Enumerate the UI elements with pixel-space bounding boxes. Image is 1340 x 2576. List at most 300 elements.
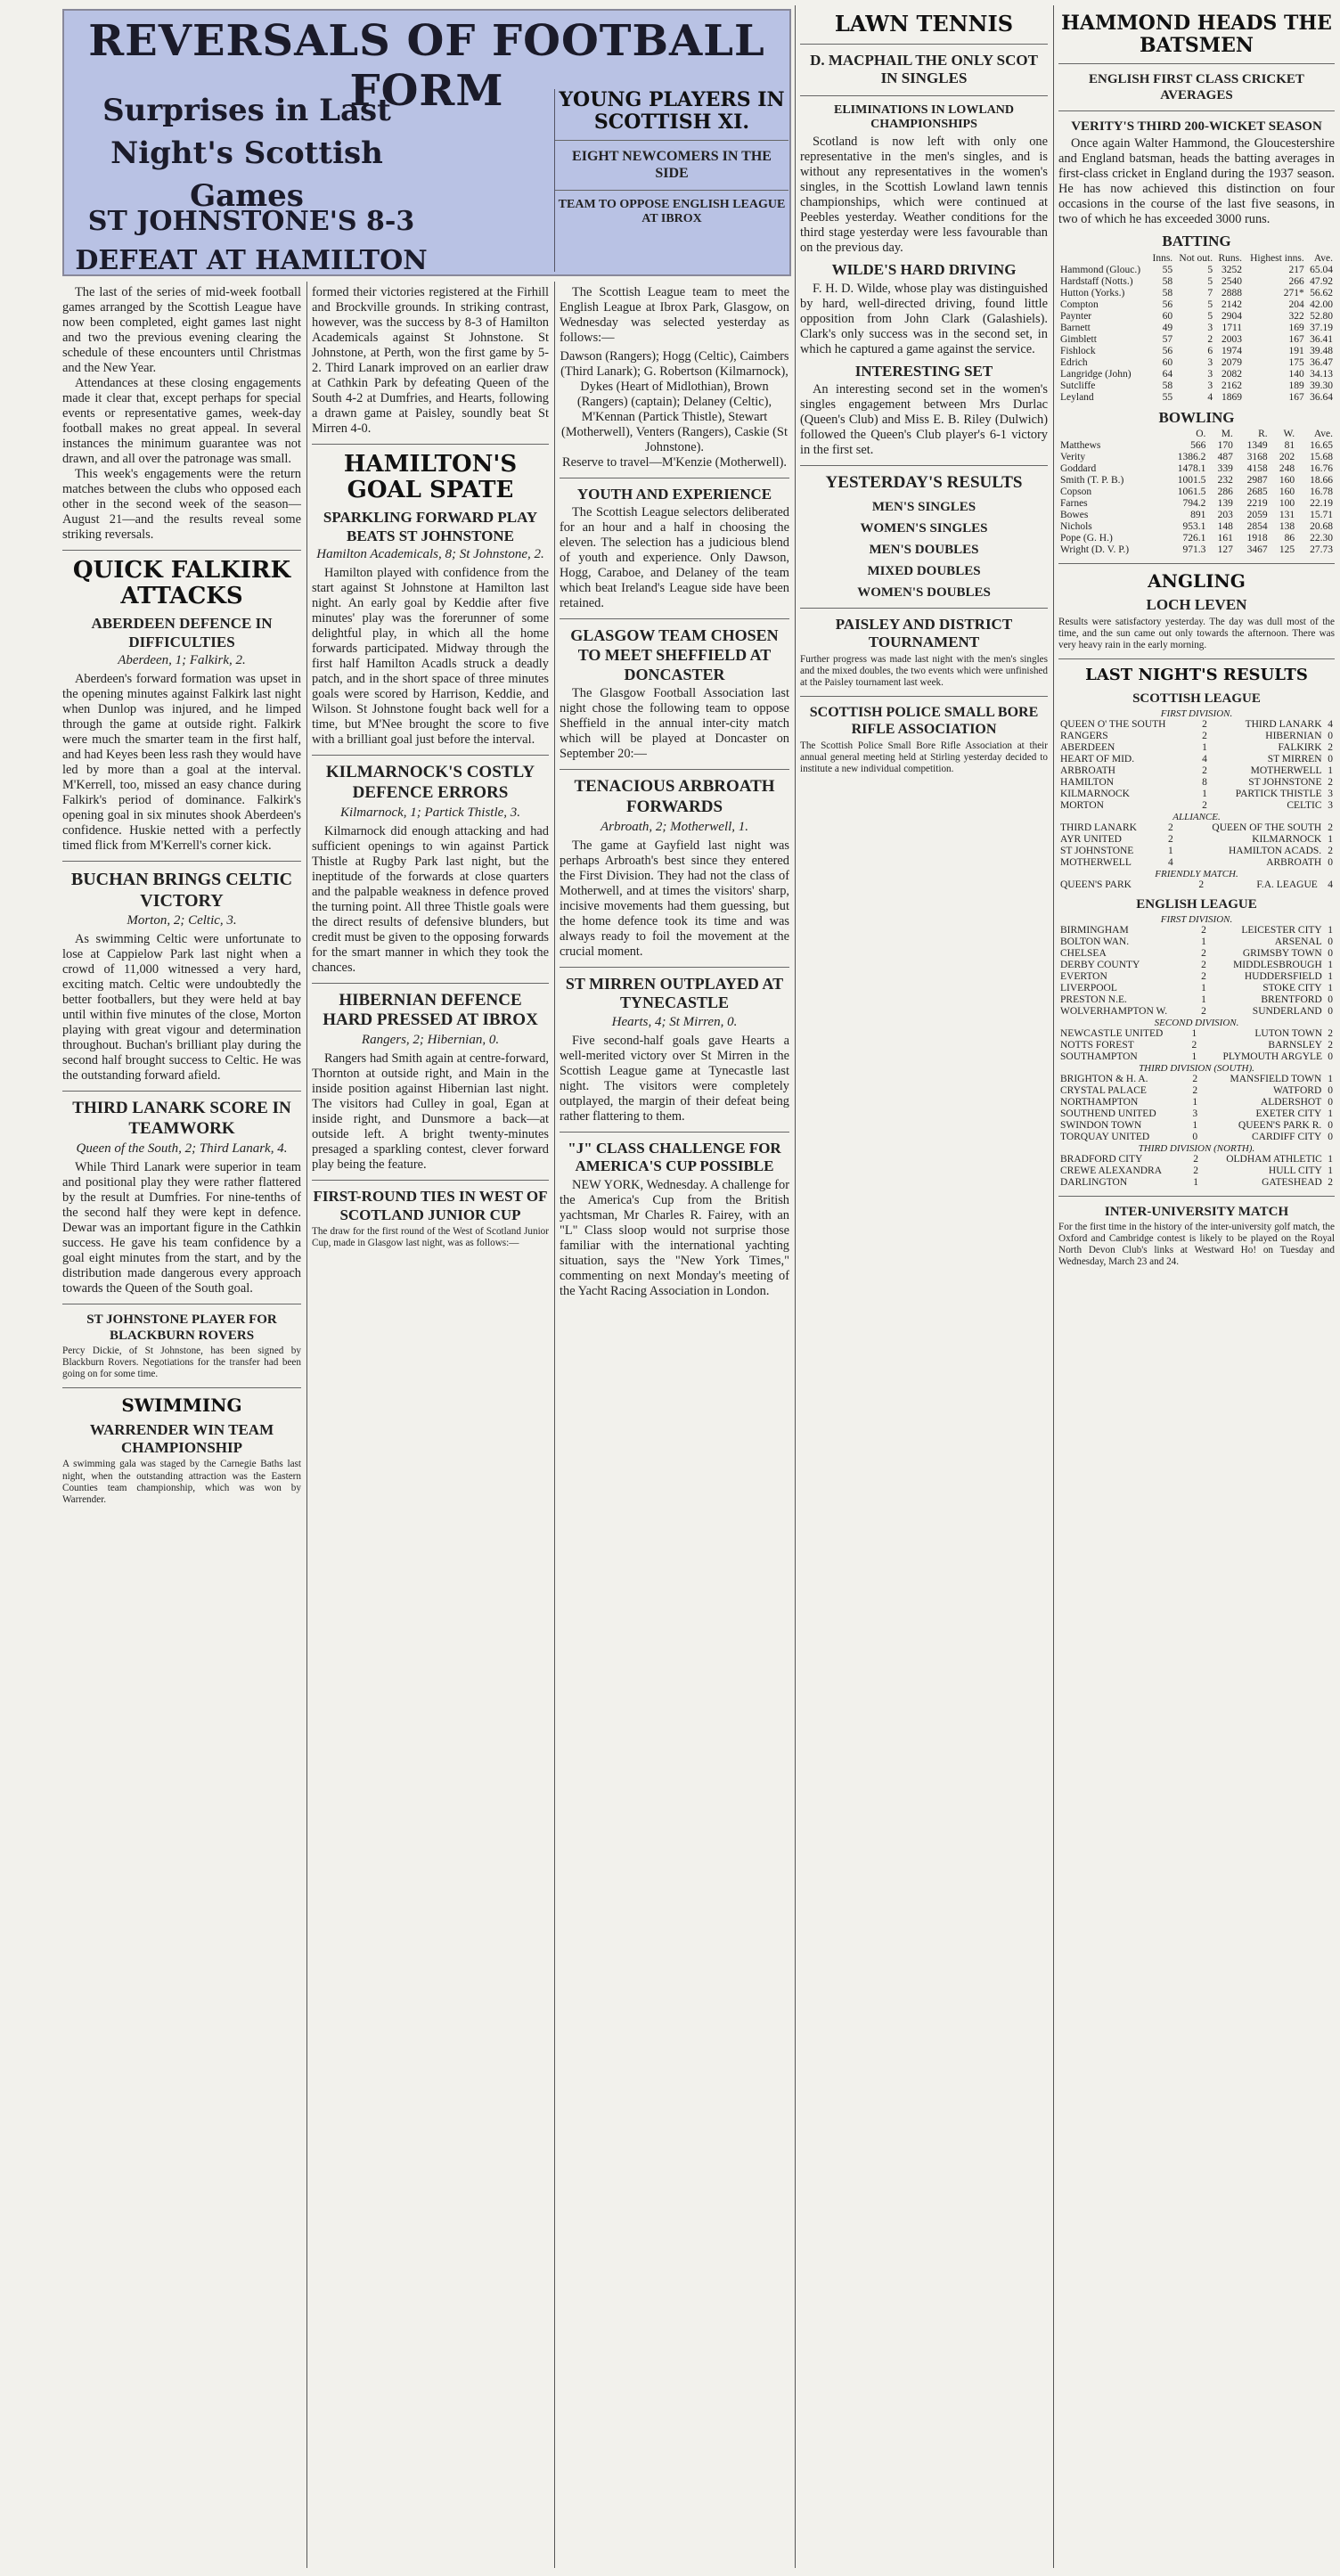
batting-row-cell: 58 bbox=[1162, 275, 1173, 287]
result-row-cell: 3 bbox=[1192, 1108, 1198, 1119]
bowling-row-cell: 3168 bbox=[1246, 452, 1268, 463]
cricket-subhead: ENGLISH FIRST CLASS CRICKET AVERAGES bbox=[1089, 72, 1304, 103]
batting-row-cell: 64 bbox=[1162, 368, 1173, 380]
friendly-results bbox=[1058, 879, 1335, 891]
result-row-cell: 1 bbox=[1328, 1108, 1333, 1119]
batting-row-cell: 5 bbox=[1207, 275, 1213, 287]
bowling-row-cell: 1918 bbox=[1246, 533, 1268, 544]
celtic-score: Morton, 2; Celtic, 3. bbox=[127, 913, 237, 928]
mixed-doubles-heading: MIXED DOUBLES bbox=[867, 563, 981, 578]
third-division-north-caption: THIRD DIVISION (NORTH). bbox=[1138, 1142, 1255, 1154]
bowling-row-cell: 4158 bbox=[1246, 463, 1268, 475]
batting-row bbox=[1058, 323, 1335, 334]
batting-row-cell: 56.62 bbox=[1310, 287, 1333, 298]
batting-row-cell: 2888 bbox=[1222, 287, 1243, 298]
batting-row-cell: 37.19 bbox=[1310, 322, 1333, 333]
result-row-cell: ARBROATH bbox=[1266, 856, 1322, 868]
batting-column-header: Inns. bbox=[1152, 252, 1173, 264]
batting-row-cell: 58 bbox=[1162, 380, 1173, 391]
bowling-row bbox=[1058, 533, 1335, 544]
third-division-north-results bbox=[1058, 1154, 1335, 1189]
result-row-cell: 2 bbox=[1192, 1084, 1198, 1096]
bowling-row-cell: 286 bbox=[1217, 487, 1233, 498]
result-row-cell: 2 bbox=[1168, 833, 1173, 845]
batting-row-cell: 5 bbox=[1207, 298, 1213, 310]
interesting-set-report: An interesting second set in the women's singles engagement between Mrs Durlac (Queen's Club) and Miss E. B. Riley (Dulwich) followed the Queen's Club player's 6-1 victory in the first set. bbox=[800, 382, 1048, 458]
result-row-cell: SOUTHAMPTON bbox=[1060, 1051, 1138, 1062]
result-row-cell: PLYMOUTH ARGYLE bbox=[1222, 1051, 1323, 1062]
result-row-cell: RANGERS bbox=[1060, 730, 1108, 741]
tennis-subhead: D. MACPHAIL THE ONLY SCOT IN SINGLES bbox=[810, 51, 1038, 87]
junior-cup-headline: FIRST-ROUND TIES IN WEST OF SCOTLAND JUNIOR CUP bbox=[313, 1188, 548, 1223]
result-row-cell: 8 bbox=[1202, 776, 1207, 788]
result-row bbox=[1058, 719, 1335, 731]
result-row-cell: 2 bbox=[1202, 765, 1207, 776]
result-row-cell: 2 bbox=[1201, 959, 1206, 970]
bowling-row-cell: 125 bbox=[1279, 544, 1295, 556]
batting-column-header: Ave. bbox=[1313, 252, 1333, 264]
falkirk-headline: QUICK FALKIRK ATTACKS bbox=[72, 557, 291, 610]
result-row-cell: 1 bbox=[1192, 1096, 1198, 1108]
third-lanark-score: Queen of the South, 2; Third Lanark, 4. bbox=[76, 1141, 288, 1156]
result-row-cell: 1 bbox=[1328, 924, 1333, 936]
result-row-cell: 0 bbox=[1328, 753, 1333, 765]
bowling-row-cell: Bowes bbox=[1060, 510, 1089, 521]
batting-row-cell: 34.13 bbox=[1310, 368, 1333, 380]
result-row-cell: 2 bbox=[1202, 799, 1207, 811]
result-row-cell: 4 bbox=[1168, 856, 1173, 868]
batting-row-cell: 175 bbox=[1288, 356, 1304, 368]
third-division-south-results bbox=[1058, 1074, 1335, 1143]
result-row-cell: CELTIC bbox=[1287, 799, 1322, 811]
result-row-cell: 2 bbox=[1328, 1027, 1333, 1039]
batting-row bbox=[1058, 357, 1335, 369]
batting-heading: BATTING bbox=[1162, 233, 1231, 250]
bowling-row-cell: 170 bbox=[1217, 440, 1233, 452]
result-row bbox=[1058, 857, 1335, 869]
st-johnstone-transfer-headline: ST JOHNSTONE PLAYER FOR BLACKBURN ROVERS bbox=[86, 1312, 277, 1343]
batting-row bbox=[1058, 265, 1335, 276]
bowling-row-cell: 161 bbox=[1217, 533, 1233, 544]
junior-cup-report: The draw for the first round of the West of Scotland Junior Cup, made in Glasgow last night, was as follows:— bbox=[312, 1225, 549, 1249]
tennis-report: Scotland is now left with only one representative in the men's singles, and is without any representatives in the women's singles, in the Scottish Lowland lawn tennis championships, which were continued at Peebles yesterday. Weather conditions for the third stage yesterday were less favourable than on the previous day. bbox=[800, 135, 1048, 256]
result-row-cell: CHELSEA bbox=[1060, 947, 1107, 959]
column-cricket bbox=[1058, 9, 1335, 1268]
youth-report: The Scottish League selectors deliberated for an hour and a half in choosing the eleven. The selection has a judicious blend of youth and experience. Only Dawson, Hogg, Caraboe, and Delaney of the team which beat Ireland's League side have been retained. bbox=[560, 505, 789, 611]
bowling-row-cell: Farnes bbox=[1060, 498, 1088, 510]
result-row-cell: 2 bbox=[1193, 1165, 1198, 1176]
league-team-intro: The Scottish League team to meet the English League at Ibrox Park, Glasgow, on Wednesday was selected yesterday as follows:— bbox=[560, 285, 789, 345]
result-row-cell: QUEEN'S PARK bbox=[1060, 879, 1132, 890]
result-row bbox=[1058, 983, 1335, 994]
result-row-cell: 1 bbox=[1201, 982, 1206, 994]
result-row-cell: 0 bbox=[1192, 1131, 1198, 1142]
result-row-cell: 3 bbox=[1328, 788, 1333, 799]
result-row bbox=[1058, 777, 1335, 789]
result-row-cell: EVERTON bbox=[1060, 970, 1107, 982]
result-row-cell: 2 bbox=[1198, 879, 1205, 890]
batting-row-cell: 204 bbox=[1288, 298, 1304, 310]
result-row bbox=[1058, 994, 1335, 1006]
batting-row-cell: 2 bbox=[1207, 333, 1213, 345]
column-football-3 bbox=[560, 285, 789, 1299]
celtic-report: As swimming Celtic were unfortunate to lose at Cappielow Park last night when a crowd of 11,000 witnessed a very hard, exciting match. Celtic were undoubtedly the better footballers, but they were held at bay until within five minutes of the close, Morton playing with great vigour and determination throughout. Buchan's brilliant play during the second half brought success to Celtic. He was the outstanding forward afield. bbox=[62, 932, 301, 1083]
batting-row-cell: 3 bbox=[1207, 368, 1213, 380]
wilde-report: F. H. D. Wilde, whose play was distinguished by hard, well-directed driving, found little opposition from John Clark (Galashiels). Clark's only success was in the second set, in which he captured a game against the service. bbox=[800, 281, 1048, 356]
result-row-cell: TORQUAY UNITED bbox=[1060, 1131, 1150, 1142]
batting-row-cell: 167 bbox=[1288, 391, 1304, 403]
result-row bbox=[1058, 925, 1335, 936]
result-row bbox=[1058, 1165, 1335, 1177]
column-football-2 bbox=[312, 285, 549, 1249]
result-row-cell: 2 bbox=[1328, 776, 1333, 788]
result-row-cell: 2 bbox=[1168, 822, 1173, 833]
result-row-cell: WOLVERHAMPTON W. bbox=[1060, 1005, 1168, 1017]
batting-row-cell: 3 bbox=[1207, 322, 1213, 333]
batting-row-cell: Edrich bbox=[1060, 356, 1088, 368]
batting-row-cell: 191 bbox=[1288, 345, 1304, 356]
batting-row-cell: 36.47 bbox=[1310, 356, 1333, 368]
bowling-row-cell: 86 bbox=[1284, 533, 1295, 544]
result-row-cell: GRIMSBY TOWN bbox=[1242, 947, 1322, 959]
column-rule bbox=[1053, 5, 1054, 2568]
result-row-cell: 2 bbox=[1201, 947, 1206, 959]
result-row bbox=[1058, 1154, 1335, 1165]
batting-row-cell: 3 bbox=[1207, 380, 1213, 391]
result-row-cell: NORTHAMPTON bbox=[1060, 1096, 1139, 1108]
result-row-cell: 0 bbox=[1328, 936, 1333, 947]
batting-row-cell: 2162 bbox=[1222, 380, 1243, 391]
result-row-cell: 1 bbox=[1328, 1153, 1333, 1165]
result-row-cell: 4 bbox=[1328, 879, 1333, 890]
bowling-row-cell: 22.19 bbox=[1310, 498, 1333, 510]
bowling-row bbox=[1058, 452, 1335, 463]
yacht-report: NEW YORK, Wednesday. A challenge for the America's Cup from the British yachtsman, Mr Charles R. Fairey, with an "L" Class sloop would not surprise those familiar with the international yachting situation, says the "New York Times," commenting on next Monday's meeting of the Yacht Racing Association in London. bbox=[560, 1177, 789, 1298]
result-row-cell: 0 bbox=[1328, 1005, 1333, 1017]
bowling-row-cell: 1349 bbox=[1246, 440, 1268, 452]
inter-university-headline: INTER-UNIVERSITY MATCH bbox=[1104, 1204, 1289, 1219]
result-row-cell: 1 bbox=[1191, 1027, 1197, 1039]
result-row-cell: 2 bbox=[1191, 1039, 1197, 1051]
bowling-row-cell: 22.30 bbox=[1310, 533, 1333, 544]
result-row-cell: 1 bbox=[1201, 936, 1206, 947]
result-row-cell: SUNDERLAND bbox=[1252, 1005, 1322, 1017]
result-row bbox=[1058, 731, 1335, 742]
result-row-cell: WATFORD bbox=[1272, 1084, 1322, 1096]
english-second-division-results bbox=[1058, 1028, 1335, 1063]
result-row-cell: F.A. LEAGUE bbox=[1256, 879, 1318, 890]
bowling-row-cell: 16.76 bbox=[1310, 463, 1333, 475]
bowling-column-header: W. bbox=[1283, 429, 1295, 440]
bowling-row-cell: Wright (D. V. P.) bbox=[1060, 544, 1130, 556]
bowling-row-cell: 891 bbox=[1190, 510, 1206, 521]
bowling-row-cell: 487 bbox=[1217, 452, 1233, 463]
hamilton-score: Hamilton Academicals, 8; St Johnstone, 2. bbox=[316, 547, 544, 561]
hamilton-report: Hamilton played with confidence from the start against St Johnstone at Hamilton last night. An early goal by Keddie after five minutes' play was the forerunner of some delightful play, in which all the home forwards participated. Midway through the first half Hamilton Acadls struck a deadly patch, and in the short space of three minutes goals were scored by Harrison, Keddie, and Wilson. St Johnstone fought back well for a time, but M'Nee brought the score to five with a brilliant goal just before the interval. bbox=[312, 566, 549, 747]
swimming-report: A swimming gala was staged by the Carnegie Baths last night, when the outstanding attraction was the Eastern Counties team championship, which was won by Warrender. bbox=[62, 1459, 301, 1505]
result-row-cell: MANSFIELD TOWN bbox=[1230, 1073, 1322, 1084]
batting-row-cell: 322 bbox=[1288, 310, 1304, 322]
sub-headline-score: ST JOHNSTONE'S 8-3 DEFEAT AT HAMILTON bbox=[75, 206, 428, 276]
yacht-headline: "J" CLASS CHALLENGE FOR AMERICA'S CUP POSSIBLE bbox=[568, 1139, 781, 1175]
result-row-cell: BRIGHTON & H. A. bbox=[1060, 1073, 1148, 1084]
result-row-cell: HULL CITY bbox=[1268, 1165, 1322, 1176]
english-second-division-caption: SECOND DIVISION. bbox=[1154, 1017, 1239, 1028]
arbroath-score: Arbroath, 2; Motherwell, 1. bbox=[600, 819, 749, 834]
yesterdays-results-headline: YESTERDAY'S RESULTS bbox=[825, 473, 1023, 493]
result-row-cell: LIVERPOOL bbox=[1060, 982, 1117, 994]
womens-singles-heading: WOMEN'S SINGLES bbox=[860, 520, 988, 536]
result-row-cell: DARLINGTON bbox=[1060, 1176, 1128, 1188]
batting-row-cell: 7 bbox=[1207, 287, 1213, 298]
bowling-row-cell: 16.78 bbox=[1310, 487, 1333, 498]
result-row-cell: 1 bbox=[1168, 845, 1173, 856]
batting-table bbox=[1058, 253, 1335, 404]
column-rule bbox=[306, 282, 307, 2568]
result-row-cell: 1 bbox=[1191, 1051, 1197, 1062]
result-row-cell: NOTTS FOREST bbox=[1060, 1039, 1134, 1051]
batting-row bbox=[1058, 288, 1335, 299]
swimming-subhead: WARRENDER WIN TEAM CHAMPIONSHIP bbox=[89, 1420, 274, 1456]
result-row bbox=[1058, 1006, 1335, 1018]
bowling-row-cell: 18.66 bbox=[1310, 475, 1333, 487]
third-lanark-headline: THIRD LANARK SCORE IN TEAMWORK bbox=[72, 1099, 291, 1138]
result-row-cell: 0 bbox=[1328, 1096, 1333, 1108]
batting-row-cell: 56 bbox=[1162, 298, 1173, 310]
result-row-cell: 1 bbox=[1328, 982, 1333, 994]
result-row-cell: CREWE ALEXANDRA bbox=[1060, 1165, 1163, 1176]
result-row-cell: 2 bbox=[1201, 1005, 1206, 1017]
league-team-list: Dawson (Rangers); Hogg (Celtic), Caimbers (Third Lanark); G. Robertson (Kilmarnock), Dykes (Heart of Midlothian), Brown (Rangers) (captain); Delaney (Celtic), M'Kennan (Partick Thistle), Stewart (Motherwell), Venters (Rangers), Caskie (St Johnstone). bbox=[560, 349, 789, 454]
kilmarnock-score: Kilmarnock, 1; Partick Thistle, 3. bbox=[339, 805, 521, 820]
batting-row-cell: 60 bbox=[1162, 356, 1173, 368]
arbroath-headline: TENACIOUS ARBROATH FORWARDS bbox=[574, 777, 775, 816]
paisley-report: Further progress was made last night with the men's singles and the mixed doubles, the two events which were unfinished at the Paisley tournament last week. bbox=[800, 653, 1048, 689]
result-row-cell: GATESHEAD bbox=[1262, 1176, 1322, 1188]
batting-row-cell: 58 bbox=[1162, 287, 1173, 298]
result-row-cell: FALKIRK bbox=[1278, 741, 1322, 753]
falkirk-report: Aberdeen's forward formation was upset in the opening minutes against Falkirk last night when Dunlop was injured, and he limped through the game at outside right. Falkirk were much the smarter team in the first half, and had Keyes been less rash they would have led by more than a goal at the interval. M'Kerrell, too, missed an easy chance during Falkirk's period of dominance. Falkirk's opening goal in six minutes shook Aberdeen's confidence. Huskie netted with a perfectly timed flick from M'Kerrell's corner kick. bbox=[62, 672, 301, 853]
result-row-cell: THIRD LANARK bbox=[1060, 822, 1137, 833]
scottish-xi-headline: YOUNG PLAYERS IN SCOTTISH XI. bbox=[559, 88, 785, 134]
paisley-headline: PAISLEY AND DISTRICT TOURNAMENT bbox=[835, 615, 1013, 651]
third-lanark-report: While Third Lanark were superior in team and positional play they were rather flattered by the result at Dumfries. For nine-tenths of the second half they were kept in defence. Dewar was an important figure in the Cathkin success. He gave his team confidence by a goal eight minutes from the start, and by the distribution made dangerous every approach towards the Queen of the South goal. bbox=[62, 1159, 301, 1296]
result-row bbox=[1058, 1051, 1335, 1063]
hamilton-headline: HAMILTON'S GOAL SPATE bbox=[343, 451, 518, 504]
bowling-row bbox=[1058, 510, 1335, 521]
result-row-cell: THIRD LANARK bbox=[1245, 718, 1322, 730]
batting-row-cell: 217 bbox=[1288, 264, 1304, 275]
arbroath-report: The game at Gayfield last night was perhaps Arbroath's best since they entered the First Division. They had not the class of Motherwell, and at times the visitors' sharp, incisive movements had them guessing, but the home defence took its time and was always ready to foil the movement at the crucial moment. bbox=[560, 838, 789, 959]
result-row-cell: 2 bbox=[1192, 1073, 1198, 1084]
swimming-headline: SWIMMING bbox=[121, 1394, 242, 1417]
batting-row-cell: Gimblett bbox=[1060, 333, 1097, 345]
scottish-league-heading: SCOTTISH LEAGUE bbox=[1132, 691, 1261, 706]
result-row-cell: 0 bbox=[1328, 1084, 1333, 1096]
result-row-cell: MORTON bbox=[1060, 799, 1104, 811]
result-row-cell: 0 bbox=[1328, 856, 1333, 868]
batting-row-cell: Paynter bbox=[1060, 310, 1092, 322]
kilmarnock-headline: KILMARNOCK'S COSTLY DEFENCE ERRORS bbox=[325, 763, 535, 802]
bowling-row bbox=[1058, 521, 1335, 533]
result-row-cell: 0 bbox=[1328, 994, 1333, 1005]
doncaster-report: The Glasgow Football Association last night chose the following team to oppose Sheffield in the annual inter-city match which will be played at Doncaster on September 20:— bbox=[560, 686, 789, 762]
interesting-set-headline: INTERESTING SET bbox=[854, 362, 993, 380]
scottish-xi-subhead-2: TEAM TO OPPOSE ENGLISH LEAGUE AT IBROX bbox=[558, 197, 786, 226]
batting-row-cell: 189 bbox=[1288, 380, 1304, 391]
bowling-row-cell: 953.1 bbox=[1182, 521, 1206, 533]
batting-row-cell: 3252 bbox=[1222, 264, 1243, 275]
batting-row bbox=[1058, 380, 1335, 392]
result-row-cell: MIDDLESBROUGH bbox=[1233, 959, 1322, 970]
batting-row-cell: 55 bbox=[1162, 391, 1173, 403]
batting-column-header: Not out. bbox=[1179, 252, 1213, 264]
result-row bbox=[1058, 846, 1335, 857]
batting-row-cell: Hammond (Glouc.) bbox=[1060, 264, 1141, 275]
bowling-row-cell: 131 bbox=[1279, 510, 1295, 521]
hibernian-report: Rangers had Smith again at centre-forward, Thornton at outside right, and Main in the inside position against Hibernian last night. The visitors had Culley in goal, Egan at inside right, and Dunsmore a back—at outside left. A bright twenty-minutes presaged a sparkling contest, clever forward play being the feature. bbox=[312, 1051, 549, 1173]
result-row-cell: ST JOHNSTONE bbox=[1248, 776, 1322, 788]
result-row bbox=[1058, 1120, 1335, 1132]
batting-row-cell: 2003 bbox=[1222, 333, 1243, 345]
result-row-cell: QUEEN'S PARK R. bbox=[1238, 1119, 1322, 1131]
alliance-caption: ALLIANCE. bbox=[1172, 811, 1221, 822]
result-row-cell: 0 bbox=[1328, 1051, 1333, 1062]
bowling-row bbox=[1058, 498, 1335, 510]
bowling-row-cell: 2854 bbox=[1246, 521, 1268, 533]
batting-row-cell: 42.00 bbox=[1310, 298, 1333, 310]
result-row bbox=[1058, 1097, 1335, 1108]
batting-row bbox=[1058, 276, 1335, 288]
result-row-cell: 2 bbox=[1328, 1176, 1333, 1188]
bowling-row-cell: 81 bbox=[1284, 440, 1295, 452]
bowling-row-cell: 971.3 bbox=[1182, 544, 1206, 556]
bowling-column-header: Ave. bbox=[1313, 429, 1333, 440]
result-row-cell: 2 bbox=[1201, 924, 1206, 936]
bowling-row-cell: 148 bbox=[1217, 521, 1233, 533]
celtic-headline: BUCHAN BRINGS CELTIC VICTORY bbox=[70, 870, 293, 911]
result-row-cell: ST JOHNSTONE bbox=[1060, 845, 1134, 856]
kilmarnock-report: Kilmarnock did enough attacking and had sufficient openings to win against Partick Thistle at Rugby Park last night, but the ineptitude of the forwards at close quarters and the palpable weakness in defence proved the turning point. All three Thistle goals were the direct results of defensive blunders, but credit must be given to the opposing forwards for the smart manner in which they took the chances. bbox=[312, 823, 549, 975]
bowling-row-cell: 1478.1 bbox=[1177, 463, 1206, 475]
batting-row bbox=[1058, 299, 1335, 311]
hibernian-score: Rangers, 2; Hibernian, 0. bbox=[361, 1033, 500, 1048]
batting-row bbox=[1058, 369, 1335, 380]
bowling-row-cell: 15.68 bbox=[1310, 452, 1333, 463]
result-row-cell: OLDHAM ATHLETIC bbox=[1226, 1153, 1322, 1165]
result-row-cell: 2 bbox=[1202, 730, 1207, 741]
result-row-cell: 2 bbox=[1328, 741, 1333, 753]
batting-row-cell: Leyland bbox=[1060, 391, 1094, 403]
batting-row-cell: 2082 bbox=[1222, 368, 1243, 380]
result-row-cell: PARTICK THISTLE bbox=[1235, 788, 1322, 799]
result-row-cell: HEART OF MID. bbox=[1060, 753, 1135, 765]
result-row bbox=[1058, 800, 1335, 812]
result-row-cell: MOTHERWELL bbox=[1060, 856, 1132, 868]
result-row bbox=[1058, 1108, 1335, 1120]
batting-row-cell: Fishlock bbox=[1060, 345, 1096, 356]
bowling-row-cell: Copson bbox=[1060, 487, 1092, 498]
bowling-row-cell: Verity bbox=[1060, 452, 1086, 463]
result-row bbox=[1058, 1040, 1335, 1051]
cricket-headline: HAMMOND HEADS THE BATSMEN bbox=[1061, 12, 1332, 57]
column-rule bbox=[554, 282, 555, 2568]
tennis-subhead-2: ELIMINATIONS IN LOWLAND CHAMPIONSHIPS bbox=[834, 102, 1014, 132]
batting-row-cell: 52.80 bbox=[1310, 310, 1333, 322]
batting-row bbox=[1058, 311, 1335, 323]
cricket-subhead-2: VERITY'S THIRD 200-WICKET SEASON bbox=[1071, 119, 1322, 135]
result-row-cell: 1 bbox=[1193, 1176, 1198, 1188]
english-first-division-caption: FIRST DIVISION. bbox=[1160, 913, 1233, 925]
bowling-row-cell: 1386.2 bbox=[1177, 452, 1206, 463]
league-team-reserve: Reserve to travel—M'Kenzie (Motherwell). bbox=[562, 455, 787, 470]
result-row bbox=[1058, 948, 1335, 960]
batting-row-cell: 5 bbox=[1207, 264, 1213, 275]
batting-row-cell: Sutcliffe bbox=[1060, 380, 1096, 391]
result-row-cell: 4 bbox=[1328, 718, 1333, 730]
bowling-row-cell: 20.68 bbox=[1310, 521, 1333, 533]
result-row-cell: HAMILTON ACADS. bbox=[1229, 845, 1322, 856]
hibernian-headline: HIBERNIAN DEFENCE HARD PRESSED AT IBROX bbox=[323, 990, 538, 1030]
result-row-cell: 1 bbox=[1192, 1119, 1198, 1131]
bowling-row-cell: Smith (T. P. B.) bbox=[1060, 475, 1124, 487]
result-row-cell: 4 bbox=[1202, 753, 1207, 765]
result-row-cell: SWINDON TOWN bbox=[1060, 1119, 1142, 1131]
result-row bbox=[1058, 789, 1335, 800]
bowling-row-cell: 248 bbox=[1279, 463, 1295, 475]
bowling-row bbox=[1058, 440, 1335, 452]
result-row-cell: CRYSTAL PALACE bbox=[1060, 1084, 1147, 1096]
intro-paragraph-2: Attendances at these closing engagements made it clear that, except perhaps for special events or representative games, week-day football makes no great appeal. In several instances the minimum guarantee was not drawn, and all over the patronage was small. bbox=[62, 376, 301, 466]
result-row-cell: 1 bbox=[1328, 765, 1333, 776]
batting-row-cell: 167 bbox=[1288, 333, 1304, 345]
result-row-cell: BRADFORD CITY bbox=[1060, 1153, 1143, 1165]
batting-row-cell: 47.92 bbox=[1310, 275, 1333, 287]
batting-row-cell: 2904 bbox=[1222, 310, 1243, 322]
result-row bbox=[1058, 1177, 1335, 1189]
womens-doubles-heading: WOMEN'S DOUBLES bbox=[857, 585, 991, 600]
intro-paragraph: The last of the series of mid-week football games arranged by the Scottish League have now been completed, eight games last night and two the previous evening clearing the schedule of these encounters until Christmas and the New Year. bbox=[62, 285, 301, 375]
batting-row-cell: 49 bbox=[1162, 322, 1173, 333]
bowling-row-cell: 127 bbox=[1217, 544, 1233, 556]
bowling-row-cell: 16.65 bbox=[1310, 440, 1333, 452]
batting-row-cell: 5 bbox=[1207, 310, 1213, 322]
bowling-row-cell: 100 bbox=[1279, 498, 1295, 510]
batting-row-cell: 60 bbox=[1162, 310, 1173, 322]
bowling-row-cell: 139 bbox=[1217, 498, 1233, 510]
result-row bbox=[1058, 822, 1335, 834]
angling-headline: ANGLING bbox=[1148, 570, 1246, 593]
result-row bbox=[1058, 960, 1335, 971]
bowling-row bbox=[1058, 487, 1335, 498]
bowling-row-cell: 27.73 bbox=[1310, 544, 1333, 556]
result-row-cell: QUEEN OF THE SOUTH bbox=[1212, 822, 1322, 833]
result-row-cell: DERBY COUNTY bbox=[1060, 959, 1140, 970]
result-row-cell: CARDIFF CITY bbox=[1252, 1131, 1322, 1142]
result-row-cell: 0 bbox=[1328, 1119, 1333, 1131]
result-row-cell: HAMILTON bbox=[1060, 776, 1115, 788]
result-row-cell: STOKE CITY bbox=[1262, 982, 1322, 994]
result-row-cell: 1 bbox=[1202, 788, 1207, 799]
batting-row-cell: 2540 bbox=[1222, 275, 1243, 287]
batting-row bbox=[1058, 346, 1335, 357]
bowling-row bbox=[1058, 463, 1335, 475]
batting-row-cell: 1869 bbox=[1222, 391, 1243, 403]
batting-row-cell: 36.41 bbox=[1310, 333, 1333, 345]
result-row-cell: 1 bbox=[1202, 741, 1207, 753]
result-row-cell: HUDDERSFIELD bbox=[1244, 970, 1322, 982]
bowling-row-cell: 794.2 bbox=[1182, 498, 1206, 510]
